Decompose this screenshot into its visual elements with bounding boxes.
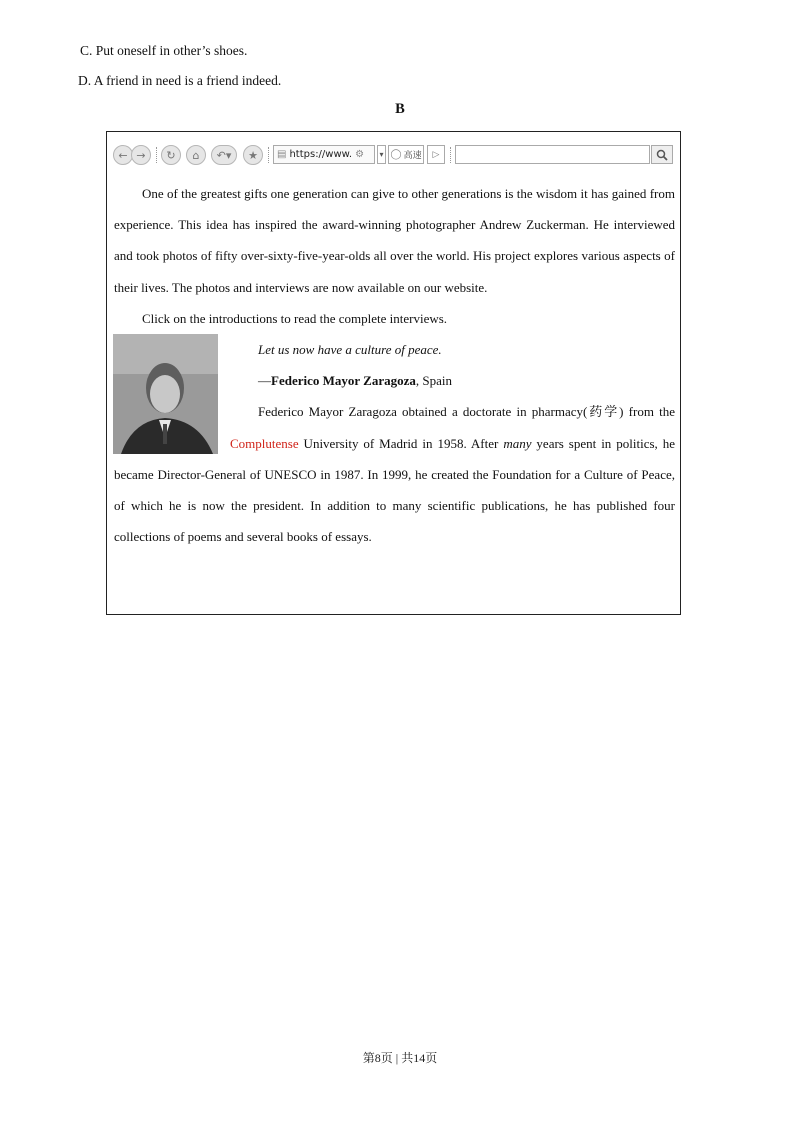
intro-paragraph: One of the greatest gifts one generation can give to other generations is the wisdom it has gained from experience. This idea has inspired the award-winning photographer Andrew Zuckerman. He interviewed and took photos of fifty over-sixty-five-year-olds all over the world. His project explores various aspects of their lives. The photos and interviews are now available on our website. xyxy=(114,186,675,295)
search-input[interactable] xyxy=(455,145,650,164)
article-content xyxy=(114,178,675,552)
portrait-image xyxy=(113,334,218,454)
loading-icon: ⚙ xyxy=(355,149,365,160)
person-name[interactable]: Federico Mayor Zaragoza xyxy=(271,373,416,389)
toolbar-separator xyxy=(268,147,270,163)
option-c: C. Put oneself in other’s shoes. xyxy=(80,43,248,58)
address-text: https://www. xyxy=(289,149,353,160)
browser-toolbar xyxy=(113,142,675,168)
back-icon[interactable]: ← xyxy=(113,145,133,165)
person-country: , Spain xyxy=(415,373,453,389)
university-link[interactable]: Complutense xyxy=(230,435,299,451)
refresh-icon[interactable]: ↻ xyxy=(161,145,181,165)
dropdown-icon[interactable]: ▾ xyxy=(377,145,386,164)
undo-icon[interactable]: ↶▾ xyxy=(211,145,237,165)
toolbar-separator xyxy=(450,147,452,163)
speed-label: 高速 xyxy=(403,151,422,161)
emphasis-many: many xyxy=(503,435,532,451)
dash: — xyxy=(258,373,271,389)
section-label: B xyxy=(395,101,405,117)
search-button[interactable] xyxy=(651,145,673,164)
page-footer: 第8页 | 共14页 xyxy=(362,1051,438,1065)
option-d: D. A friend in need is a friend indeed. xyxy=(78,73,282,88)
bio-part2: University of Madrid in 1958. After xyxy=(298,435,504,451)
forward-icon[interactable]: → xyxy=(131,145,151,165)
go-icon[interactable]: ▷ xyxy=(427,145,445,164)
page-icon: ▤ xyxy=(277,149,287,160)
favorite-icon[interactable]: ★ xyxy=(243,145,263,165)
bio-part1: Federico Mayor Zaragoza obtained a doctorate in pharmacy(药学) from the xyxy=(258,404,675,420)
portrait-photo[interactable] xyxy=(113,334,218,454)
quote: Let us now have a culture of peace. xyxy=(258,342,442,358)
browser-screenshot xyxy=(106,131,681,615)
speed-button[interactable] xyxy=(388,145,424,164)
search-icon xyxy=(656,149,668,161)
home-icon[interactable]: ⌂ xyxy=(186,145,206,165)
instruction-paragraph: Click on the introductions to read the complete interviews. xyxy=(142,310,448,326)
speed-icon: ◯ xyxy=(390,149,402,160)
toolbar-separator xyxy=(156,147,158,163)
address-bar[interactable] xyxy=(273,145,375,164)
bio-part3: years spent in politics, he became Director-General of UNESCO in 1987. In 1999, he created the Foundation for a Culture of Peace, of which he is now the president. In addition to many scientific publications, he has published four collections of poems and several books of essays. xyxy=(114,435,676,545)
